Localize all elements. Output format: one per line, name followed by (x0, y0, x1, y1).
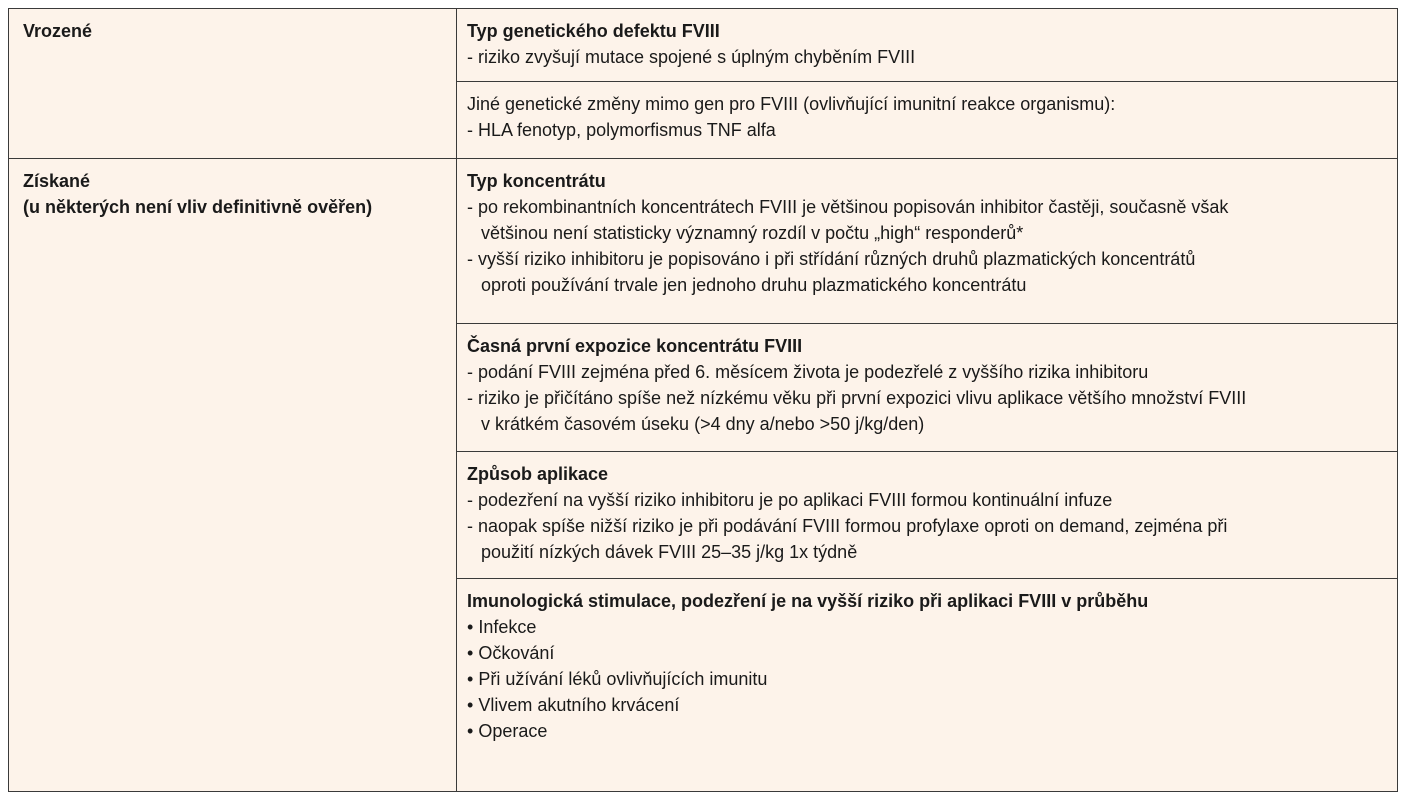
cell-line: oproti používání trvale jen jednoho druhu plazmatického koncentrátu (481, 275, 1027, 295)
row-vrozene (9, 9, 1397, 159)
cell-early-exposure (457, 324, 1397, 452)
category-cell-ziskane (9, 159, 457, 791)
cell-genetic-defect (457, 9, 1397, 82)
bullet-item: • Vlivem akutního krvácení (467, 692, 1387, 718)
bullet-item: • Infekce (467, 614, 1387, 640)
cell-line: většinou není statisticky významný rozdíl v počtu „high“ responderů* (481, 223, 1024, 243)
cell-heading: Typ genetického defektu FVIII (467, 21, 720, 41)
cell-line: - po rekombinantních koncentrátech FVIII je většinou popisován inhibitor častěji, současně však (467, 197, 1229, 217)
cell-concentrate-type (457, 159, 1397, 324)
cell-line: - vyšší riziko inhibitoru je popisováno i při střídání různých druhů plazmatických koncentrátů (467, 249, 1196, 269)
cell-line: - HLA fenotyp, polymorfismus TNF alfa (467, 120, 776, 140)
cell-heading: Časná první expozice koncentrátu FVIII (467, 336, 803, 356)
cell-heading: Způsob aplikace (467, 464, 609, 484)
cell-line: - podezření na vyšší riziko inhibitoru je po aplikaci FVIII formou kontinuální infuze (467, 490, 1113, 510)
category-label: Získané (23, 171, 91, 191)
cell-line: - riziko zvyšují mutace spojené s úplným chyběním FVIII (467, 47, 916, 67)
cell-line: použití nízkých dávek FVIII 25–35 j/kg 1x týdně (481, 542, 858, 562)
category-cell-vrozene (9, 9, 457, 158)
cell-line: - podání FVIII zejména před 6. měsícem života je podezřelé z vyššího rizika inhibitoru (467, 362, 1149, 382)
cell-line: Jiné genetické změny mimo gen pro FVIII (ovlivňující imunitní reakce organismu): (467, 94, 1116, 114)
risk-factors-table (8, 8, 1398, 792)
cell-line: - naopak spíše nižší riziko je při podávání FVIII formou profylaxe oproti on demand, zejména při (467, 516, 1228, 536)
cell-line: v krátkém časovém úseku (>4 dny a/nebo >50 j/kg/den) (481, 414, 925, 434)
cell-application-method (457, 452, 1397, 579)
detail-column (457, 9, 1397, 158)
category-note: (u některých není vliv definitivně ověřen) (23, 197, 373, 217)
cell-heading: Imunologická stimulace, podezření je na vyšší riziko při aplikaci FVIII v průběhu (467, 591, 1149, 611)
bullet-item: • Při užívání léků ovlivňujících imunitu (467, 666, 1387, 692)
cell-other-genetic-changes (457, 82, 1397, 159)
bullet-item: • Operace (467, 718, 1387, 744)
cell-heading: Typ koncentrátu (467, 171, 606, 191)
cell-immune-stimulation (457, 579, 1397, 791)
bullet-item: • Očkování (467, 640, 1387, 666)
category-label: Vrozené (23, 21, 93, 41)
row-ziskane (9, 159, 1397, 791)
cell-line: - riziko je přičítáno spíše než nízkému věku při první expozici vlivu aplikace většího množství FVIII (467, 388, 1247, 408)
detail-column (457, 159, 1397, 791)
